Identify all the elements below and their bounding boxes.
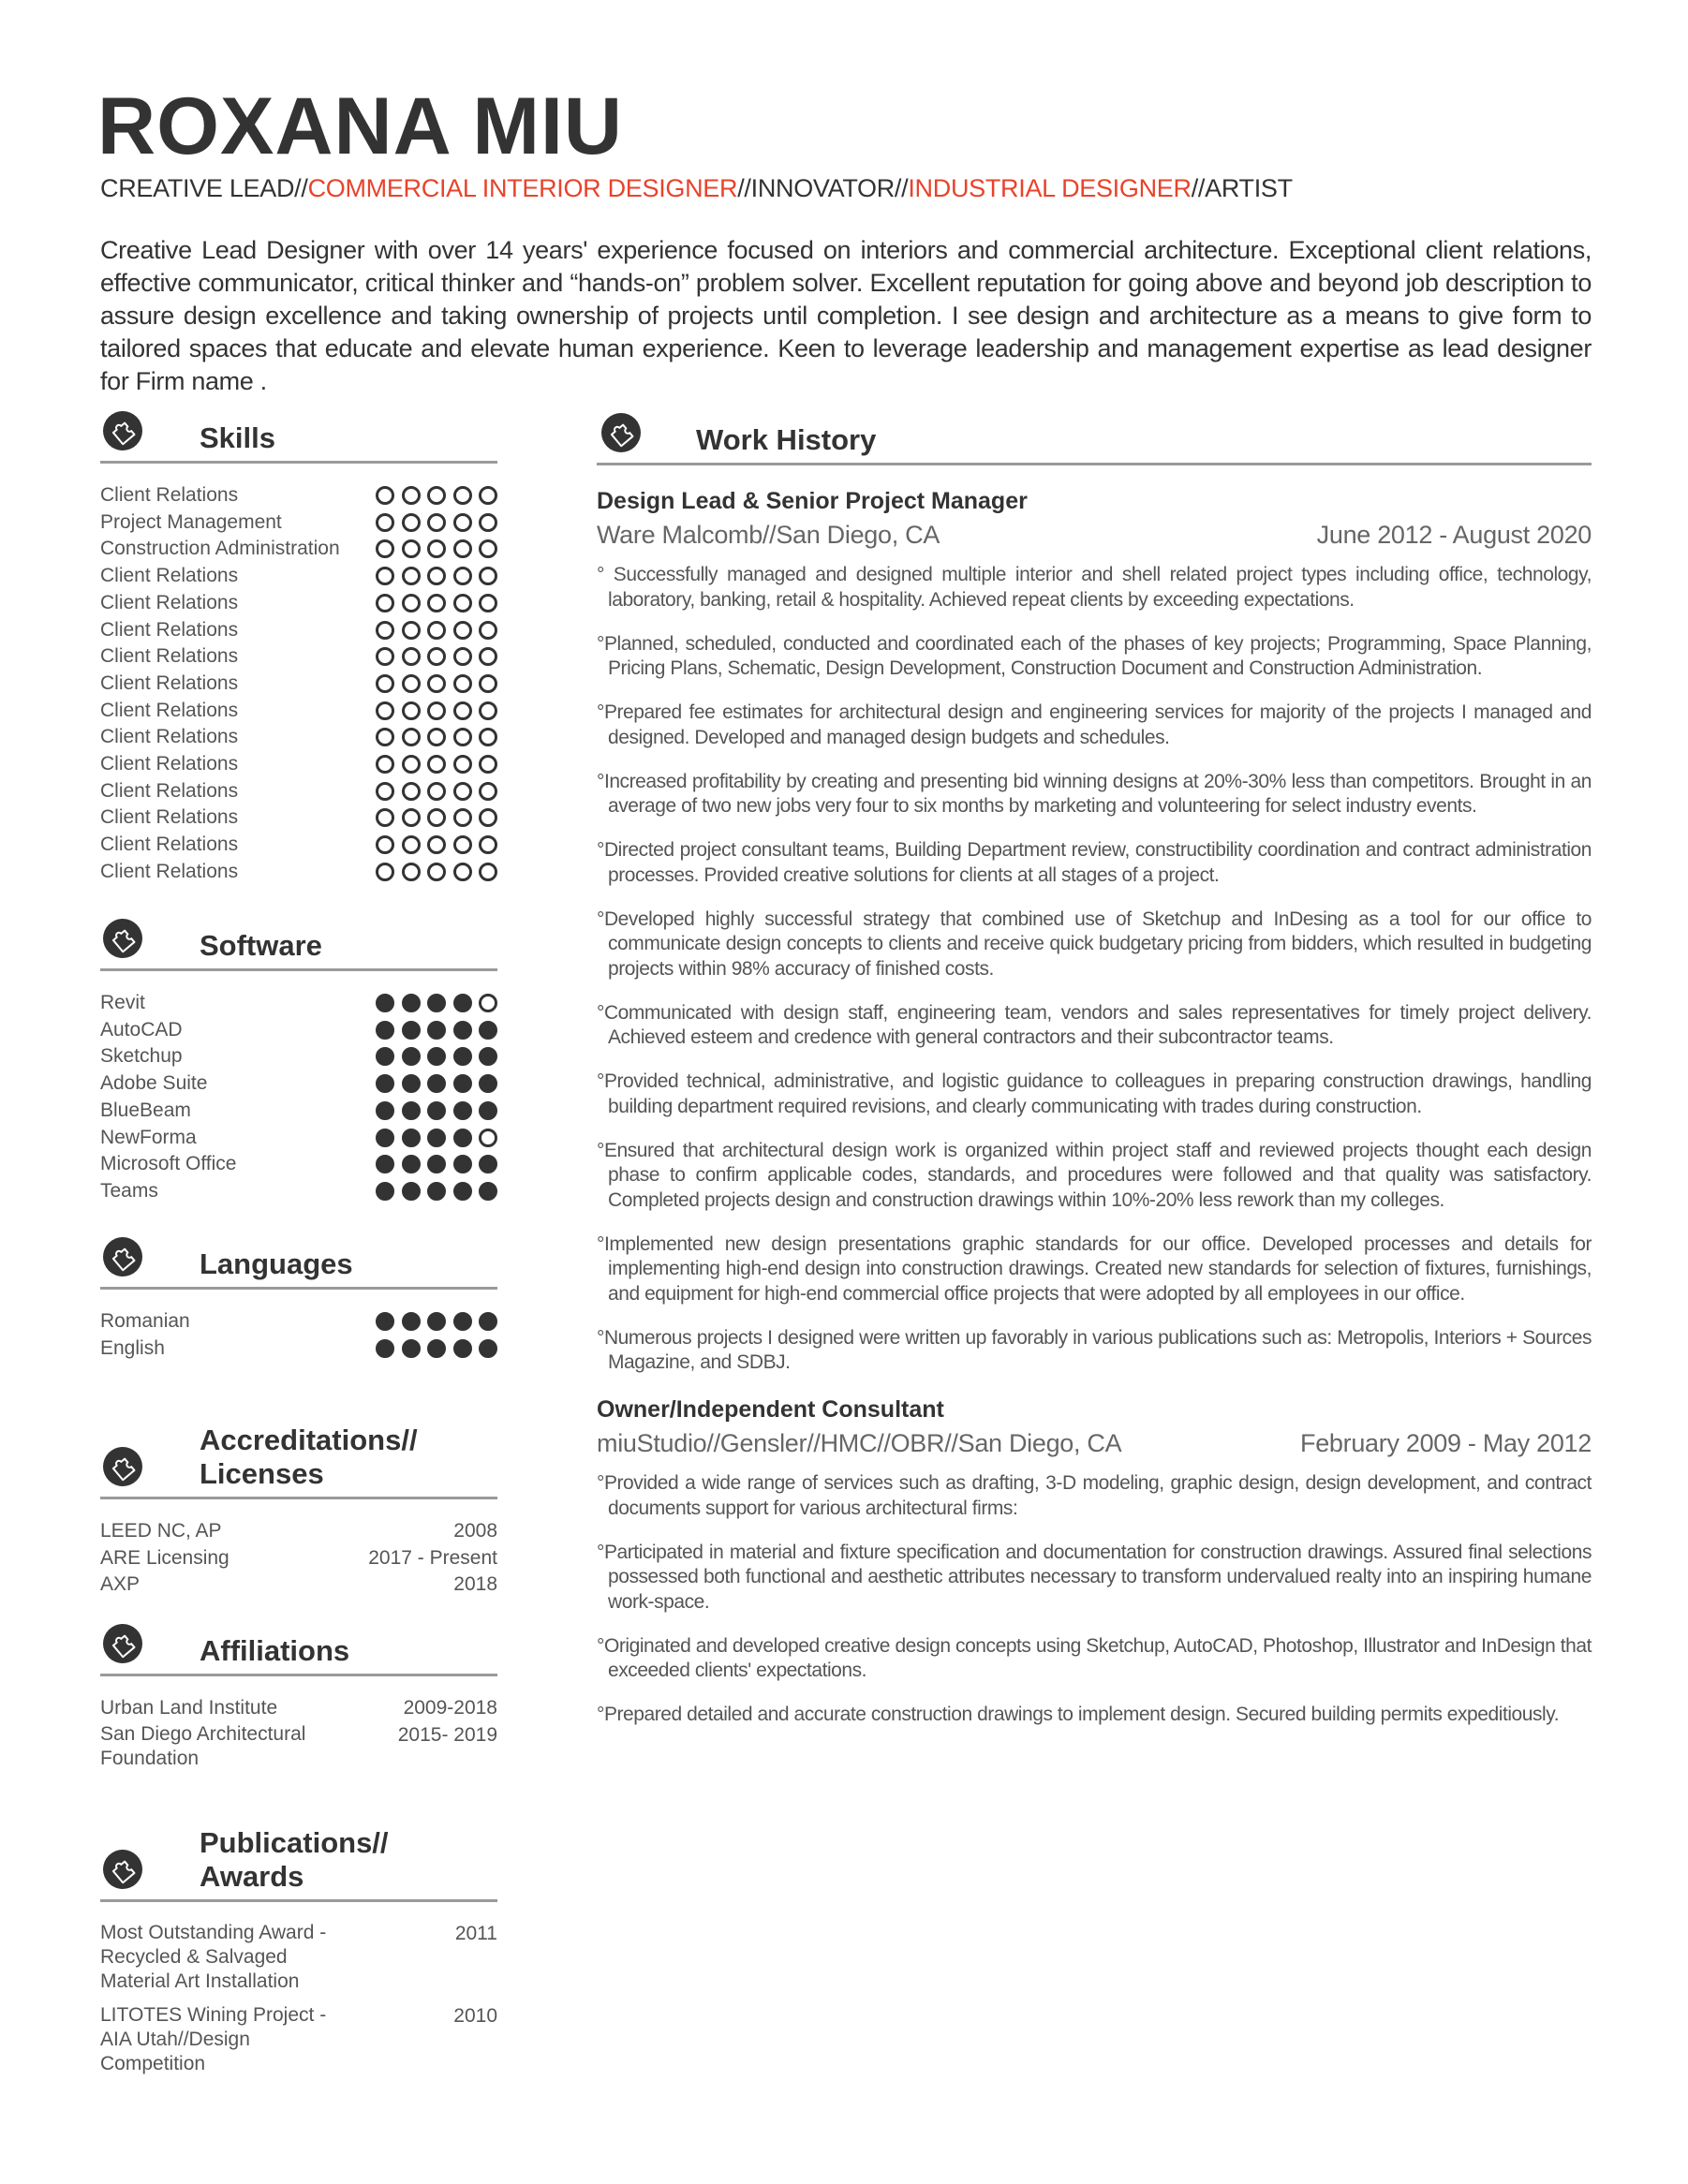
job-bullet: °Implemented new design presentations graphic standards for our office. Developed processes and details for implementing high-end design into construction drawings. Created new standards for selection of fixtures, furnishings, and equipment for high-end commercial office projects that were adopted by all employees in our office. xyxy=(597,1232,1592,1305)
rating-dot-filled xyxy=(402,1129,421,1147)
rating-dot-empty xyxy=(376,486,394,505)
rating-dot-filled xyxy=(453,1074,472,1093)
publications-item xyxy=(100,2003,497,2076)
skills-item xyxy=(100,698,497,725)
work-history-title: Work History xyxy=(696,423,877,456)
languages-item xyxy=(100,1335,497,1363)
rating-dot-empty xyxy=(427,728,446,746)
job-title: Design Lead & Senior Project Manager xyxy=(597,488,1028,514)
rating-dot-empty xyxy=(479,594,497,612)
job-bullet: °Developed highly successful strategy that combined use of Sketchup and InDesing as a tool for our office to communicate design concepts to clients and receive quick budgetary pricing from bidders, which resulted in budgeting projects within 98% accuracy of finished costs. xyxy=(597,908,1592,980)
languages-header xyxy=(100,1247,497,1290)
rating-dot-empty xyxy=(376,539,394,558)
skills-item xyxy=(100,778,497,805)
rating-dot-filled xyxy=(479,1155,497,1173)
job-dates: June 2012 - August 2020 xyxy=(1316,521,1592,549)
rating-dot-empty xyxy=(402,835,421,854)
job-bullet: °Provided a wide range of services such as drafting, 3-D modeling, graphic design, design development, and contract documents support for various architectural firms: xyxy=(597,1472,1592,1519)
candidate-name: ROXANA MIU xyxy=(97,81,624,171)
rating-dot-empty xyxy=(427,674,446,693)
rating-dot-empty xyxy=(376,782,394,801)
accreditations-title: Accreditations// Licenses xyxy=(200,1424,418,1490)
skills-item-label: Client Relations xyxy=(100,618,239,641)
skills-item xyxy=(100,509,497,537)
tagline-segment: //ARTIST xyxy=(1191,174,1293,202)
rating-dot-filled xyxy=(402,994,421,1012)
affiliations-item xyxy=(100,1722,497,1771)
puzzle-piece-icon xyxy=(102,1236,143,1277)
rating-dot-empty xyxy=(479,701,497,720)
rating-dots xyxy=(376,778,497,801)
job-bullet: °Numerous projects I designed were written up favorably in various publications such as: Metropolis, Interiors + Sources Magazine, and SDBJ. xyxy=(597,1326,1592,1373)
rating-dot-empty xyxy=(376,647,394,666)
rating-dot-empty xyxy=(427,808,446,827)
rating-dot-empty xyxy=(479,539,497,558)
rating-dot-filled xyxy=(453,1182,472,1201)
professional-summary: Creative Lead Designer with over 14 years' experience focused on interiors and commercial architecture. Exceptional client relations, effective communicator, critical thinker and “hands-on” problem solver. Excellent reputation for going above and beyond job description to assure design excellence and taking ownership of projects until completion. I see design and architecture as a means to give form to tailored spaces that educate and elevate human experience. Keen to leverage leadership and management expertise as lead designer for Firm name . xyxy=(100,236,1592,395)
rating-dot-filled xyxy=(376,1339,394,1358)
rating-dots xyxy=(376,590,497,612)
rating-dot-filled xyxy=(376,1101,394,1120)
languages-item xyxy=(100,1308,497,1335)
rating-dot-empty xyxy=(427,755,446,774)
skills-item-label: Client Relations xyxy=(100,484,239,506)
job-bullet: °Increased profitability by creating and presenting bid winning designs at 20%-30% less than competitors. Brought in an average of two new jobs very four to six months by marketing and volunteering for select industry events. xyxy=(597,770,1592,817)
skills-item-label: Client Relations xyxy=(100,860,239,882)
rating-dot-filled xyxy=(427,994,446,1012)
rating-dot-empty xyxy=(479,755,497,774)
job-list xyxy=(597,486,1592,1728)
rating-dot-empty xyxy=(453,808,472,827)
rating-dots xyxy=(376,1178,497,1201)
job-bullet: °Provided technical, administrative, and logistic guidance to colleagues in preparing construction drawings, handling building department required revisions, and clearly communicating with trades during construction. xyxy=(597,1070,1592,1117)
software-item-label: Teams xyxy=(100,1179,158,1202)
software-item xyxy=(100,1151,497,1178)
rating-dot-empty xyxy=(402,621,421,640)
rating-dot-empty xyxy=(427,782,446,801)
puzzle-piece-icon xyxy=(102,410,143,451)
job-bullet: °Originated and developed creative design concepts using Sketchup, AutoCAD, Photoshop, Illustrator and InDesign that exceeded clients' expectations. xyxy=(597,1634,1592,1681)
rating-dot-empty xyxy=(453,755,472,774)
puzzle-piece-icon xyxy=(102,918,143,959)
rating-dots xyxy=(376,1017,497,1040)
rating-dot-filled xyxy=(427,1129,446,1147)
affiliations-title: Affiliations xyxy=(200,1634,350,1667)
rating-dots xyxy=(376,536,497,558)
skills-item xyxy=(100,643,497,671)
rating-dot-empty xyxy=(427,835,446,854)
rating-dots xyxy=(376,751,497,774)
software-item-label: AutoCAD xyxy=(100,1018,183,1040)
rating-dot-empty xyxy=(453,701,472,720)
publications-item xyxy=(100,1921,497,1994)
job-dates: February 2009 - May 2012 xyxy=(1300,1429,1592,1457)
accreditations-item-label: ARE Licensing xyxy=(100,1546,230,1569)
job-bullet: ° Successfully managed and designed multiple interior and shell related project types including office, technology, laboratory, banking, retail & hospitality. Achieved repeat clients by exceeding expectations. xyxy=(597,564,1592,611)
software-item-label: NewForma xyxy=(100,1126,197,1148)
rating-dot-empty xyxy=(402,594,421,612)
job-company: miuStudio//Gensler//HMC//OBR//San Diego, CA xyxy=(597,1429,1122,1457)
accreditations-item xyxy=(100,1545,497,1572)
rating-dot-filled xyxy=(402,1339,421,1358)
languages-section xyxy=(100,1247,497,1362)
skills-item xyxy=(100,724,497,751)
affiliations-header xyxy=(100,1634,497,1676)
rating-dot-filled xyxy=(376,1129,394,1147)
rating-dot-empty xyxy=(376,701,394,720)
job-bullet: °Directed project consultant teams, Building Department review, constructibility coordination and contract administration processes. Provided creative solutions for clients at all stages of a project. xyxy=(597,839,1592,886)
rating-dot-filled xyxy=(453,1047,472,1066)
job-meta xyxy=(597,1426,1592,1460)
work-history-header xyxy=(597,423,1592,465)
rating-dots xyxy=(376,1125,497,1147)
skills-title: Skills xyxy=(200,421,275,454)
rating-dot-empty xyxy=(427,539,446,558)
job-meta xyxy=(597,518,1592,552)
rating-dot-empty xyxy=(402,486,421,505)
rating-dot-filled xyxy=(376,1047,394,1066)
rating-dot-empty xyxy=(453,621,472,640)
languages-item-label: English xyxy=(100,1336,165,1359)
accreditations-section xyxy=(100,1424,497,1599)
skills-item-label: Client Relations xyxy=(100,591,239,613)
skills-item xyxy=(100,832,497,859)
rating-dot-empty xyxy=(479,647,497,666)
rating-dot-empty xyxy=(453,728,472,746)
skills-item xyxy=(100,536,497,563)
accreditations-list xyxy=(100,1518,497,1599)
accreditations-item-year: 2017 - Present xyxy=(368,1546,497,1569)
puzzle-piece-icon xyxy=(102,1446,143,1487)
rating-dot-filled xyxy=(427,1101,446,1120)
rating-dot-empty xyxy=(479,1129,497,1147)
skills-item-label: Client Relations xyxy=(100,806,239,829)
skills-item-label: Construction Administration xyxy=(100,538,340,560)
accreditations-item-label: LEED NC, AP xyxy=(100,1520,222,1542)
rating-dot-empty xyxy=(453,674,472,693)
rating-dot-empty xyxy=(402,782,421,801)
rating-dots xyxy=(376,1098,497,1120)
rating-dots xyxy=(376,1335,497,1358)
software-item-label: Adobe Suite xyxy=(100,1072,208,1095)
affiliations-item-label: Urban Land Institute xyxy=(100,1697,278,1719)
tagline-segment: //INNOVATOR// xyxy=(737,174,909,202)
skills-list xyxy=(100,482,497,886)
rating-dot-empty xyxy=(479,567,497,585)
rating-dot-filled xyxy=(479,1182,497,1201)
skills-item xyxy=(100,804,497,832)
rating-dot-empty xyxy=(479,808,497,827)
skills-item xyxy=(100,859,497,886)
job-bullets xyxy=(597,1471,1592,1728)
rating-dot-empty xyxy=(479,621,497,640)
rating-dot-empty xyxy=(376,513,394,532)
software-item-label: Sketchup xyxy=(100,1045,183,1068)
rating-dot-filled xyxy=(427,1312,446,1331)
publications-title: Publications// Awards xyxy=(200,1826,389,1893)
skills-item-label: Client Relations xyxy=(100,565,239,587)
skills-item-label: Client Relations xyxy=(100,645,239,668)
work-history-section xyxy=(597,423,1592,1747)
rating-dot-filled xyxy=(427,1155,446,1173)
rating-dot-filled xyxy=(376,1312,394,1331)
affiliations-item-year: 2009-2018 xyxy=(403,1697,497,1719)
rating-dot-filled xyxy=(402,1312,421,1331)
skills-item-label: Project Management xyxy=(100,510,282,533)
rating-dots xyxy=(376,832,497,854)
rating-dots xyxy=(376,859,497,881)
rating-dots xyxy=(376,509,497,532)
skills-item xyxy=(100,617,497,644)
rating-dot-empty xyxy=(376,674,394,693)
affiliations-item-year: 2015- 2019 xyxy=(397,1723,497,1746)
job-bullets xyxy=(597,563,1592,1376)
rating-dots xyxy=(376,671,497,693)
languages-item-label: Romanian xyxy=(100,1310,190,1332)
languages-title: Languages xyxy=(200,1247,353,1280)
skills-item-label: Client Relations xyxy=(100,726,239,748)
rating-dot-filled xyxy=(376,1021,394,1040)
languages-list xyxy=(100,1308,497,1362)
rating-dot-empty xyxy=(453,863,472,881)
rating-dot-empty xyxy=(453,513,472,532)
rating-dot-filled xyxy=(376,1074,394,1093)
rating-dot-filled xyxy=(402,1074,421,1093)
skills-item xyxy=(100,482,497,509)
rating-dot-empty xyxy=(427,647,446,666)
rating-dot-empty xyxy=(402,701,421,720)
software-item xyxy=(100,1017,497,1044)
publications-list xyxy=(100,1921,497,2076)
software-item-label: Revit xyxy=(100,992,145,1013)
software-list xyxy=(100,990,497,1205)
software-item xyxy=(100,1178,497,1205)
tagline-segment: CREATIVE LEAD// xyxy=(100,174,308,202)
job-entry xyxy=(597,1395,1592,1728)
rating-dot-filled xyxy=(402,1155,421,1173)
rating-dot-filled xyxy=(479,1339,497,1358)
skills-section xyxy=(100,421,497,886)
skills-item-label: Client Relations xyxy=(100,834,239,856)
skills-item xyxy=(100,751,497,778)
accreditations-item-year: 2008 xyxy=(453,1520,497,1542)
puzzle-piece-icon xyxy=(600,412,642,453)
skills-item-label: Client Relations xyxy=(100,699,239,721)
rating-dot-empty xyxy=(376,808,394,827)
rating-dots xyxy=(376,643,497,666)
rating-dots xyxy=(376,482,497,505)
publications-item-year: 2010 xyxy=(453,2005,497,2027)
rating-dot-empty xyxy=(376,755,394,774)
rating-dot-empty xyxy=(479,728,497,746)
rating-dot-empty xyxy=(479,863,497,881)
rating-dot-empty xyxy=(376,835,394,854)
affiliations-list xyxy=(100,1695,497,1771)
rating-dot-filled xyxy=(427,1047,446,1066)
rating-dot-filled xyxy=(453,1339,472,1358)
software-header xyxy=(100,929,497,971)
affiliations-section xyxy=(100,1634,497,1780)
rating-dot-empty xyxy=(376,567,394,585)
rating-dot-filled xyxy=(479,1312,497,1331)
rating-dot-filled xyxy=(479,1047,497,1066)
rating-dot-filled xyxy=(427,1074,446,1093)
rating-dot-filled xyxy=(376,1155,394,1173)
rating-dot-filled xyxy=(402,1021,421,1040)
software-item xyxy=(100,1043,497,1070)
rating-dot-filled xyxy=(479,1074,497,1093)
rating-dot-filled xyxy=(427,1339,446,1358)
software-title: Software xyxy=(200,929,322,962)
job-title: Owner/Independent Consultant xyxy=(597,1396,944,1423)
rating-dots xyxy=(376,1151,497,1173)
rating-dot-empty xyxy=(479,835,497,854)
publications-item-label: Most Outstanding Award - Recycled & Salvaged Material Art Installation xyxy=(100,1922,327,1992)
role-tagline xyxy=(100,174,1293,203)
rating-dots xyxy=(376,1308,497,1331)
puzzle-piece-icon xyxy=(102,1849,143,1890)
software-section xyxy=(100,929,497,1205)
rating-dot-empty xyxy=(402,647,421,666)
puzzle-piece-icon xyxy=(102,1623,143,1664)
rating-dot-empty xyxy=(427,621,446,640)
rating-dots xyxy=(376,617,497,640)
rating-dot-empty xyxy=(479,994,497,1012)
rating-dot-filled xyxy=(402,1182,421,1201)
software-item xyxy=(100,1070,497,1098)
rating-dot-empty xyxy=(402,513,421,532)
job-bullet: °Ensured that architectural design work is organized within project staff and reviewed projects thought each design phase to confirm applicable codes, standards, and procedures were followed and that quality was satisfactory. Completed projects design and construction drawings within 10%-20% less rework than my colleges. xyxy=(597,1139,1592,1211)
job-bullet: °Communicated with design staff, engineering team, vendors and sales representatives for timely project delivery. Achieved esteem and credence with general contractors and their subcontractor teams. xyxy=(597,1001,1592,1048)
rating-dot-filled xyxy=(453,1312,472,1331)
software-item xyxy=(100,1098,497,1125)
rating-dot-empty xyxy=(427,701,446,720)
rating-dot-filled xyxy=(376,994,394,1012)
rating-dot-filled xyxy=(402,1101,421,1120)
rating-dot-filled xyxy=(453,994,472,1012)
rating-dot-filled xyxy=(453,1021,472,1040)
job-entry xyxy=(597,486,1592,1376)
rating-dots xyxy=(376,1043,497,1066)
rating-dot-empty xyxy=(427,567,446,585)
rating-dot-empty xyxy=(453,647,472,666)
skills-item xyxy=(100,671,497,698)
publications-section xyxy=(100,1826,497,2086)
job-bullet: °Participated in material and fixture specification and documentation for construction drawings. Assured final selections possessed both functional and aesthetic attributes necessary to transform undervalued realty into an inspiring humane work-space. xyxy=(597,1541,1592,1613)
accreditations-item xyxy=(100,1572,497,1599)
software-item xyxy=(100,1125,497,1152)
job-company: Ware Malcomb//San Diego, CA xyxy=(597,521,940,549)
rating-dot-empty xyxy=(427,863,446,881)
rating-dot-empty xyxy=(479,486,497,505)
rating-dot-empty xyxy=(376,863,394,881)
rating-dot-filled xyxy=(453,1155,472,1173)
skills-item-label: Client Relations xyxy=(100,753,239,775)
rating-dot-filled xyxy=(427,1021,446,1040)
rating-dot-empty xyxy=(479,513,497,532)
rating-dot-empty xyxy=(479,782,497,801)
rating-dot-empty xyxy=(402,808,421,827)
rating-dot-empty xyxy=(402,567,421,585)
rating-dot-empty xyxy=(376,621,394,640)
rating-dot-empty xyxy=(402,863,421,881)
rating-dot-empty xyxy=(402,674,421,693)
accreditations-item-year: 2018 xyxy=(453,1573,497,1596)
rating-dot-empty xyxy=(453,782,472,801)
rating-dot-empty xyxy=(453,835,472,854)
rating-dot-filled xyxy=(479,1101,497,1120)
rating-dot-filled xyxy=(376,1182,394,1201)
publications-item-label: LITOTES Wining Project - AIA Utah//Design Competition xyxy=(100,2004,327,2074)
skills-item-label: Client Relations xyxy=(100,671,239,694)
publications-header xyxy=(100,1826,497,1902)
accreditations-header xyxy=(100,1424,497,1499)
rating-dot-filled xyxy=(479,1021,497,1040)
rating-dot-empty xyxy=(402,728,421,746)
rating-dot-empty xyxy=(453,567,472,585)
software-item xyxy=(100,990,497,1017)
affiliations-item xyxy=(100,1695,497,1722)
rating-dot-empty xyxy=(453,539,472,558)
rating-dot-empty xyxy=(453,486,472,505)
publications-item-year: 2011 xyxy=(454,1923,497,1944)
job-bullet: °Planned, scheduled, conducted and coordinated each of the phases of key projects; Programming, Space Planning, Pricing Plans, Schematic, Design Development, Construction Document and Construction Administration. xyxy=(597,632,1592,679)
software-item-label: Microsoft Office xyxy=(100,1153,237,1175)
accreditations-item-label: AXP xyxy=(100,1573,141,1596)
rating-dot-empty xyxy=(453,594,472,612)
affiliations-item-label: San Diego Architectural Foundation xyxy=(100,1722,306,1769)
rating-dot-filled xyxy=(453,1101,472,1120)
rating-dot-empty xyxy=(376,728,394,746)
rating-dot-filled xyxy=(402,1047,421,1066)
rating-dot-empty xyxy=(427,486,446,505)
rating-dot-empty xyxy=(402,755,421,774)
rating-dots xyxy=(376,724,497,746)
skills-item xyxy=(100,563,497,590)
rating-dots xyxy=(376,563,497,585)
tagline-highlight: COMMERCIAL INTERIOR DESIGNER xyxy=(307,174,738,202)
software-item-label: BlueBeam xyxy=(100,1099,191,1121)
accreditations-item xyxy=(100,1518,497,1545)
skills-item xyxy=(100,590,497,617)
rating-dot-filled xyxy=(453,1129,472,1147)
rating-dot-empty xyxy=(479,674,497,693)
rating-dots xyxy=(376,698,497,720)
skills-item-label: Client Relations xyxy=(100,779,239,802)
job-bullet: °Prepared detailed and accurate construction drawings to implement design. Secured building permits expeditiously. xyxy=(597,1704,1560,1725)
job-bullet: °Prepared fee estimates for architectural design and engineering services for majority of the projects I managed and designed. Developed and managed design budgets and schedules. xyxy=(597,701,1592,748)
rating-dot-empty xyxy=(402,539,421,558)
tagline-highlight: INDUSTRIAL DESIGNER xyxy=(908,174,1192,202)
rating-dot-filled xyxy=(427,1182,446,1201)
rating-dots xyxy=(376,990,497,1012)
rating-dot-empty xyxy=(427,513,446,532)
rating-dot-empty xyxy=(376,594,394,612)
rating-dots xyxy=(376,1070,497,1093)
rating-dot-empty xyxy=(427,594,446,612)
rating-dots xyxy=(376,804,497,827)
skills-header xyxy=(100,421,497,464)
